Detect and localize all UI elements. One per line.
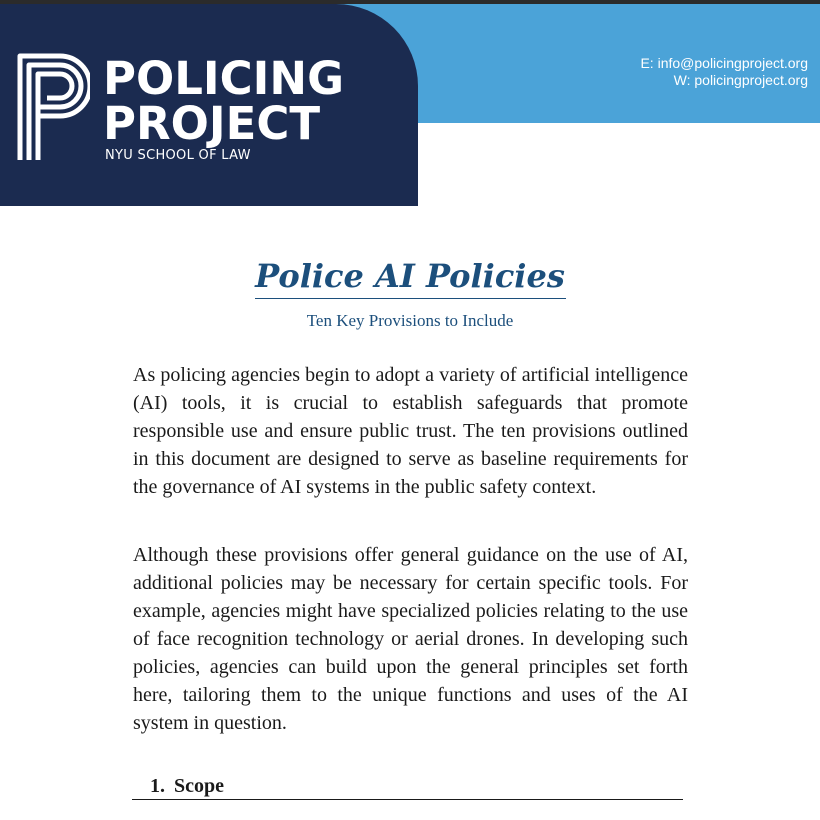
logo-wordmark-line1: POLICING: [103, 52, 345, 105]
logo-wordmark-line2: PROJECT: [103, 97, 321, 150]
contact-website[interactable]: W: policingproject.org: [673, 72, 808, 88]
section-number: 1.: [150, 775, 165, 797]
title-underline: [255, 298, 566, 299]
contact-info: [640, 55, 808, 89]
section-underline: [132, 799, 683, 800]
intro-paragraph-1: As policing agencies begin to adopt a variety of artificial intelligence (AI) tools, it is crucial to establish safeguards that promote responsible use and ensure public trust. The ten provisions outlined in this document are designed to serve as baseline requirements for the governance of AI systems in the public safety context.: [133, 364, 688, 498]
policing-project-p-icon: [16, 52, 90, 162]
intro-paragraph-2: Although these provisions offer general guidance on the use of AI, additional policies may be necessary for certain specific tools. For example, agencies might have specialized policies relating to the use of face recognition technology or aerial drones. In developing such policies, agencies can build upon the general principles set forth here, tailoring them to the unique functions and uses of the AI system in question.: [133, 544, 688, 734]
logo-subtitle: NYU SCHOOL OF LAW: [105, 148, 251, 163]
section-label: Scope: [174, 775, 224, 797]
contact-email[interactable]: E: info@policingproject.org: [640, 55, 808, 71]
document-title: Police AI Policies: [255, 257, 565, 295]
document-subtitle: Ten Key Provisions to Include: [306, 311, 514, 330]
section-heading-scope: [150, 773, 224, 799]
